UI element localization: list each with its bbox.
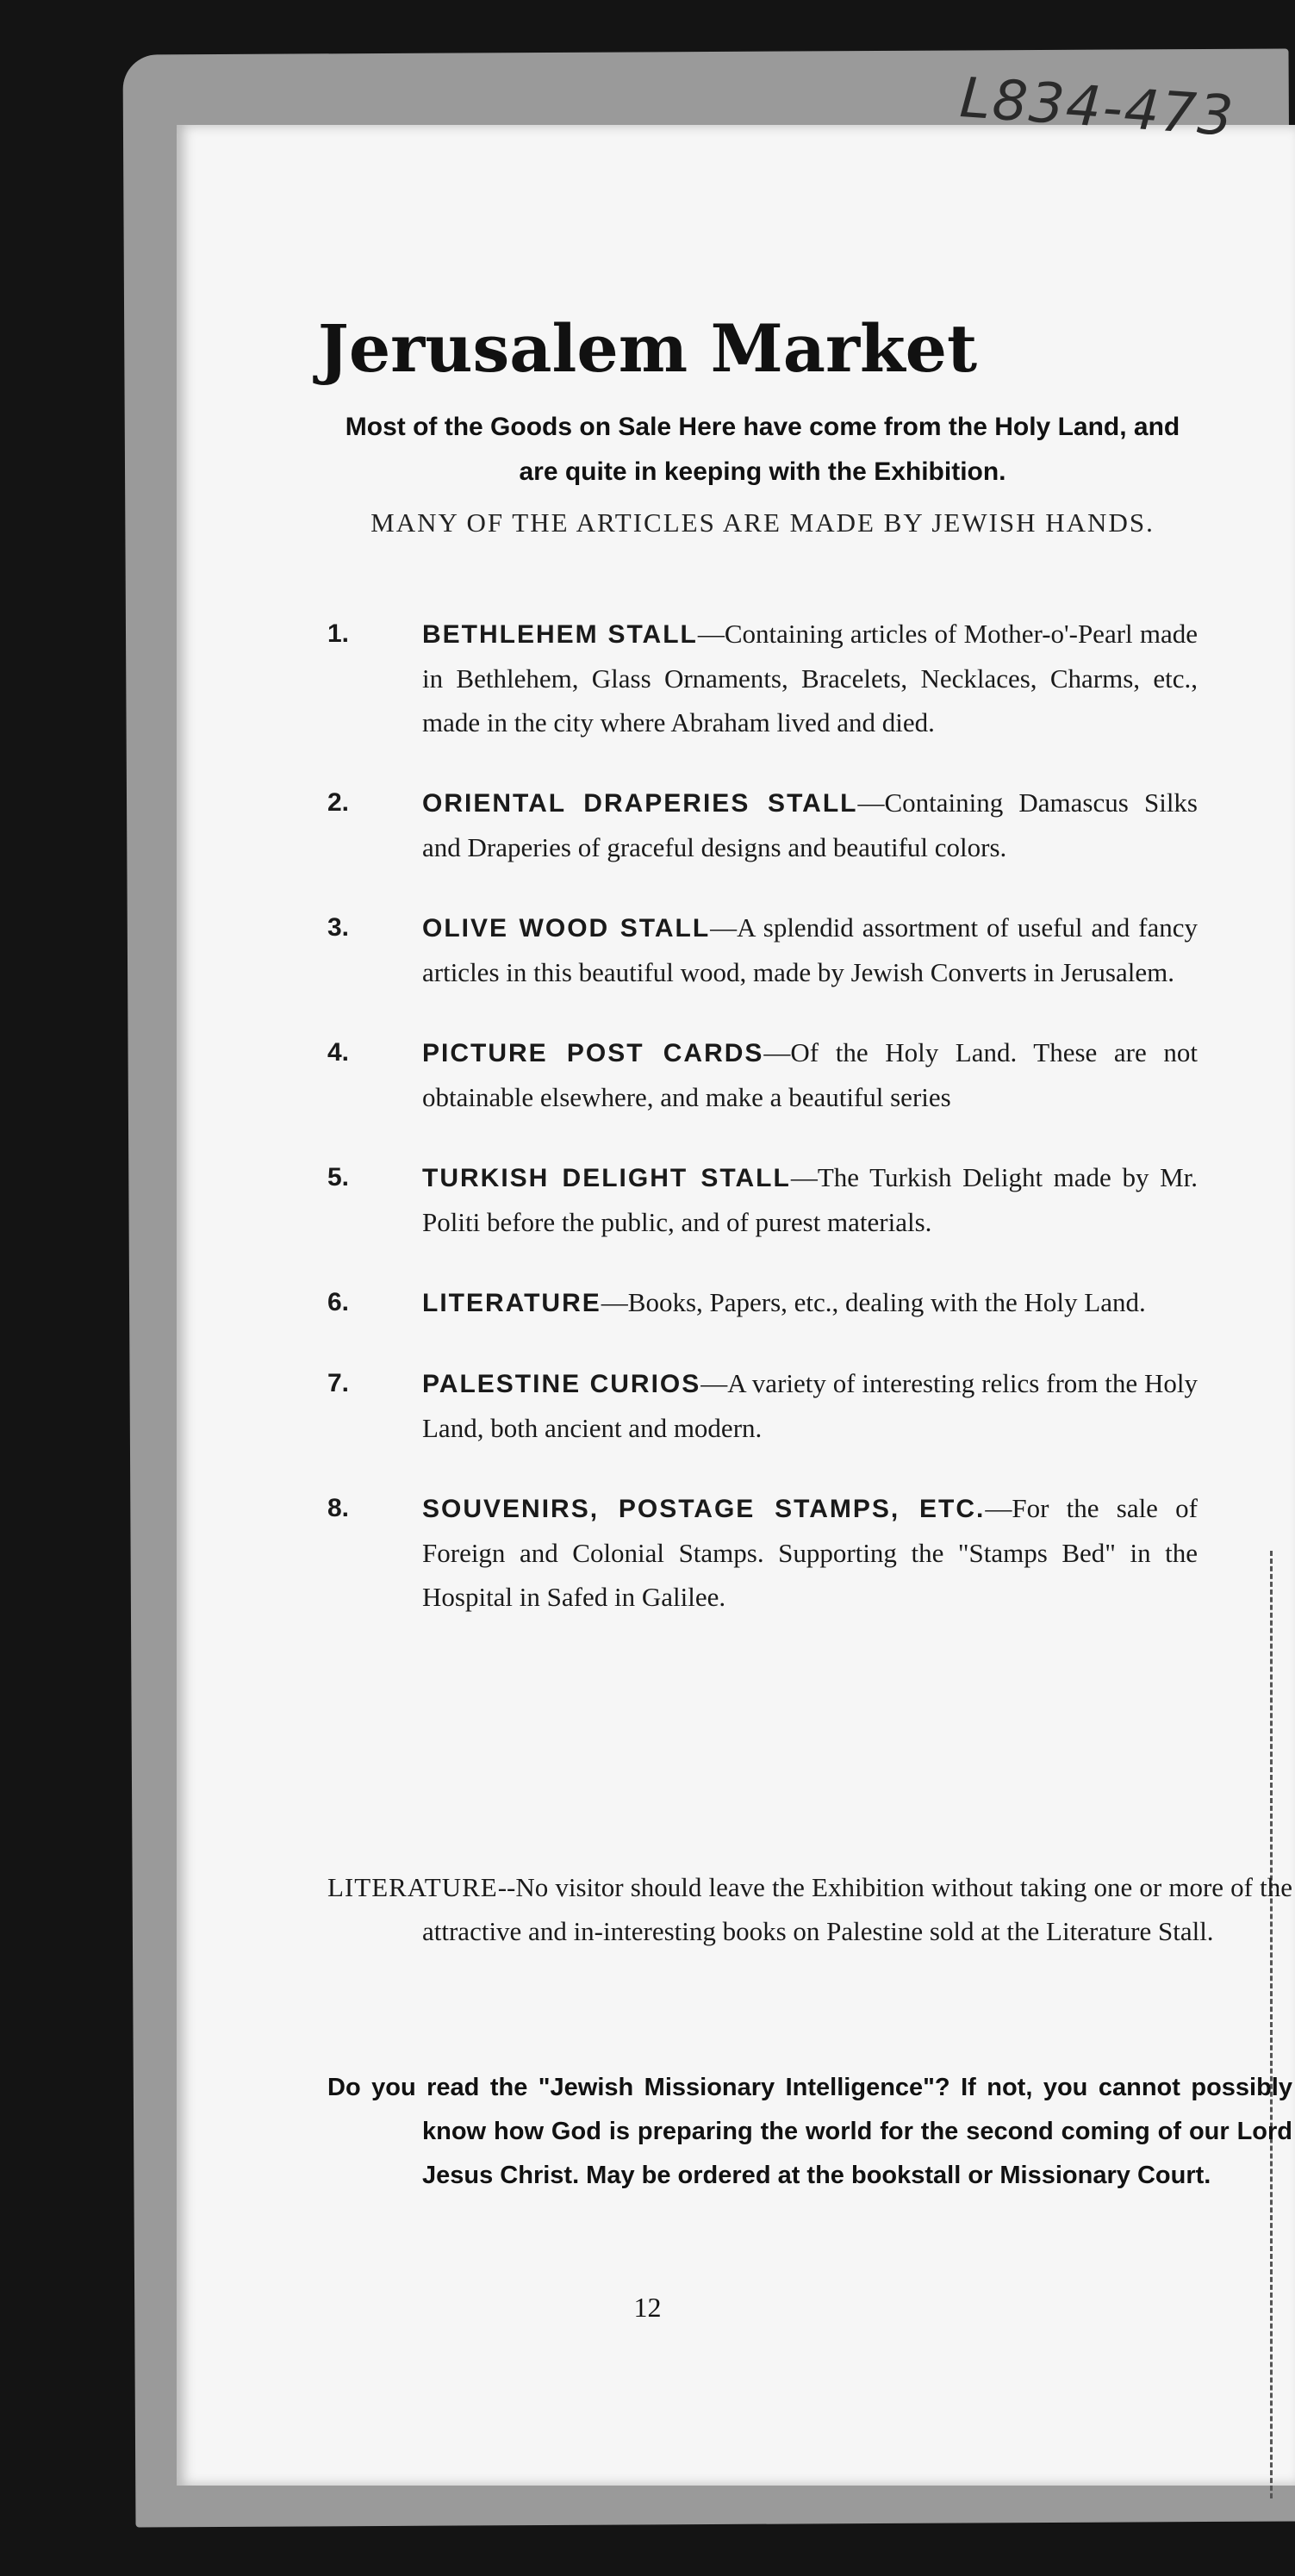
item-text: Containing articles of Mother-o'-Pearl made in Bethlehem, Glass Ornaments, Bracelets, Necklaces, Charms, etc., made in the city where Abraham lived and died. — [422, 619, 1198, 737]
item-separator: — — [601, 1287, 628, 1317]
item-text: A variety of interesting relics from the Holy Land, both ancient and modern. — [422, 1368, 1198, 1443]
accession-number: L834-473 — [957, 65, 1237, 150]
item-text: A splendid assortment of useful and fancy articles in this beautiful wood, made by Jewish Converts in Jerusalem. — [422, 912, 1198, 987]
item-text: For the sale of Foreign and Colonial Stamps. Supporting the "Stamps Bed" in the Hospital in Safed in Galilee. — [422, 1493, 1198, 1612]
list-item — [327, 781, 1198, 869]
list-item — [327, 1155, 1198, 1244]
literature-note — [327, 1865, 1292, 1953]
list-item — [327, 905, 1198, 994]
page-title: Jerusalem Market — [317, 310, 978, 387]
item-text: Containing Damascus Silks and Draperies of graceful designs and beautiful colors. — [422, 787, 1198, 862]
item-heading: OLIVE WOOD STALL — [422, 914, 711, 943]
intro-caps-text: MANY OF THE ARTICLES ARE MADE BY JEWISH HANDS. — [370, 507, 1155, 538]
item-separator: — — [710, 912, 738, 943]
item-heading: SOUVENIRS, POSTAGE STAMPS, ETC. — [422, 1495, 986, 1523]
closing-paragraph: Do you read the "Jewish Missionary Intelligence"? If not, you cannot possibly know how God is preparing the world for the second coming of our Lord Jesus Christ. May be ordered at the bookstall or Missionary Court. — [327, 2074, 1292, 2189]
item-text: Of the Holy Land. These are not obtainable elsewhere, and make a beautiful series — [422, 1037, 1198, 1112]
item-separator: — — [700, 1368, 728, 1398]
stall-list — [327, 612, 1198, 1655]
item-text: The Turkish Delight made by Mr. Politi before the public, and of purest materials. — [422, 1162, 1198, 1237]
list-item — [327, 1361, 1198, 1450]
item-number: 7. — [327, 1369, 350, 1397]
intro-text: Most of the Goods on Sale Here have come from the Holy Land, and are quite in keeping with the Exhibition. — [345, 413, 1180, 486]
item-number: 2. — [327, 788, 350, 817]
item-heading: LITERATURE — [422, 1289, 601, 1317]
item-number: 1. — [327, 619, 350, 648]
item-number: 8. — [327, 1494, 350, 1522]
page-number: 12 — [633, 2292, 662, 2323]
item-number: 3. — [327, 913, 350, 942]
item-number: 5. — [327, 1163, 350, 1192]
item-separator: — — [763, 1037, 791, 1067]
item-text: Books, Papers, etc., dealing with the Holy Land. — [627, 1287, 1146, 1317]
list-item — [327, 1280, 1198, 1325]
item-separator: — — [697, 619, 725, 649]
item-number: 6. — [327, 1288, 350, 1316]
item-heading: PICTURE POST CARDS — [422, 1039, 764, 1067]
list-item — [327, 1486, 1198, 1619]
page-edge-stitching — [1270, 1551, 1276, 2498]
item-heading: ORIENTAL DRAPERIES STALL — [422, 789, 858, 818]
literature-note-separator: -- — [497, 1872, 516, 1902]
item-number: 4. — [327, 1038, 350, 1067]
item-heading: PALESTINE CURIOS — [422, 1370, 701, 1398]
list-item — [327, 1030, 1198, 1119]
item-separator: — — [985, 1493, 1012, 1523]
item-heading: TURKISH DELIGHT STALL — [422, 1164, 791, 1192]
item-separator: — — [790, 1162, 818, 1192]
list-item — [327, 612, 1198, 744]
literature-note-text: No visitor should leave the Exhibition without taking one or more of the attractive and in-interesting books on Palestine sold at the Literature Stall. — [422, 1872, 1292, 1946]
item-separator: — — [857, 787, 885, 818]
literature-note-heading: LITERATURE — [327, 1872, 498, 1902]
item-heading: BETHLEHEM STALL — [422, 620, 698, 649]
